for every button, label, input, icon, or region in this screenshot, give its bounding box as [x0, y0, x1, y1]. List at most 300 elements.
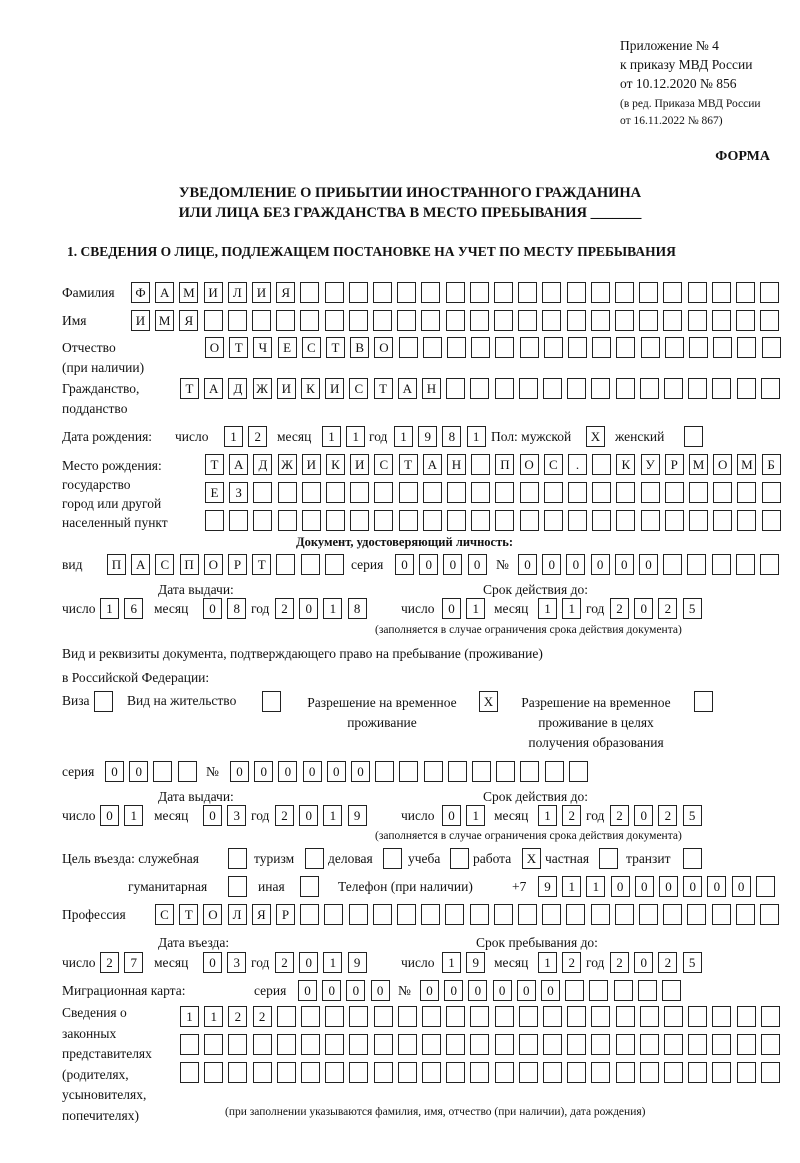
birthplace-field-2[interactable] — [205, 482, 781, 504]
char-cell[interactable] — [616, 1034, 635, 1055]
char-cell[interactable]: 0 — [371, 980, 390, 1001]
char-cell[interactable] — [568, 482, 587, 503]
char-cell[interactable]: 0 — [683, 876, 702, 897]
char-cell[interactable]: 0 — [278, 761, 297, 782]
char-cell[interactable] — [565, 980, 584, 1001]
char-cell[interactable] — [689, 510, 708, 531]
char-cell[interactable] — [277, 1062, 296, 1083]
char-cell[interactable] — [349, 1062, 368, 1083]
char-cell[interactable] — [760, 310, 779, 331]
profession-field[interactable] — [155, 904, 779, 926]
char-cell[interactable]: 9 — [538, 876, 557, 897]
surname-field[interactable] — [131, 282, 779, 304]
char-cell[interactable] — [495, 1062, 514, 1083]
char-cell[interactable] — [446, 1006, 465, 1027]
char-cell[interactable] — [253, 1062, 272, 1083]
char-cell[interactable]: 0 — [732, 876, 751, 897]
char-cell[interactable]: 0 — [395, 554, 414, 575]
char-cell[interactable]: С — [155, 904, 174, 925]
char-cell[interactable]: 9 — [418, 426, 437, 447]
char-cell[interactable] — [592, 510, 611, 531]
char-cell[interactable] — [496, 761, 515, 782]
char-cell[interactable] — [568, 337, 587, 358]
char-cell[interactable] — [544, 510, 563, 531]
purpose-work-checkbox[interactable]: X — [522, 848, 541, 869]
char-cell[interactable] — [663, 310, 682, 331]
char-cell[interactable] — [375, 761, 394, 782]
char-cell[interactable] — [688, 1062, 707, 1083]
sex-male-checkbox[interactable]: X — [586, 426, 605, 447]
char-cell[interactable] — [399, 337, 418, 358]
patronymic-field[interactable] — [205, 337, 781, 359]
char-cell[interactable] — [640, 1034, 659, 1055]
char-cell[interactable] — [520, 337, 539, 358]
char-cell[interactable]: И — [252, 282, 271, 303]
char-cell[interactable]: 1 — [562, 598, 581, 619]
stay-month-field[interactable] — [538, 952, 581, 974]
name-field[interactable] — [131, 310, 779, 332]
purpose-transit-checkbox[interactable] — [683, 848, 702, 869]
char-cell[interactable] — [374, 1006, 393, 1027]
char-cell[interactable] — [688, 282, 707, 303]
char-cell[interactable] — [567, 1062, 586, 1083]
char-cell[interactable] — [253, 482, 272, 503]
char-cell[interactable] — [325, 1034, 344, 1055]
char-cell[interactable] — [204, 310, 223, 331]
char-cell[interactable]: А — [155, 282, 174, 303]
char-cell[interactable]: Ж — [253, 378, 272, 399]
char-cell[interactable] — [494, 310, 513, 331]
char-cell[interactable] — [495, 1034, 514, 1055]
char-cell[interactable]: 0 — [254, 761, 273, 782]
char-cell[interactable] — [204, 1034, 223, 1055]
char-cell[interactable]: 2 — [248, 426, 267, 447]
char-cell[interactable]: И — [277, 378, 296, 399]
char-cell[interactable]: 0 — [419, 554, 438, 575]
char-cell[interactable]: 0 — [541, 980, 560, 1001]
char-cell[interactable] — [736, 310, 755, 331]
id-valid-year-field[interactable] — [610, 598, 702, 620]
char-cell[interactable] — [688, 378, 707, 399]
char-cell[interactable]: 1 — [466, 598, 485, 619]
id-kind-field[interactable] — [107, 554, 344, 576]
char-cell[interactable]: Я — [276, 282, 295, 303]
purpose-private-checkbox[interactable] — [599, 848, 618, 869]
char-cell[interactable] — [397, 904, 416, 925]
char-cell[interactable] — [543, 378, 562, 399]
char-cell[interactable] — [399, 482, 418, 503]
representatives-field-3[interactable] — [180, 1062, 780, 1084]
char-cell[interactable] — [544, 337, 563, 358]
char-cell[interactable]: 0 — [327, 761, 346, 782]
char-cell[interactable] — [639, 282, 658, 303]
char-cell[interactable]: М — [737, 454, 756, 475]
char-cell[interactable] — [447, 337, 466, 358]
char-cell[interactable] — [591, 378, 610, 399]
char-cell[interactable] — [446, 1062, 465, 1083]
char-cell[interactable] — [665, 482, 684, 503]
char-cell[interactable]: Р — [665, 454, 684, 475]
char-cell[interactable]: 0 — [299, 598, 318, 619]
char-cell[interactable]: Р — [228, 554, 247, 575]
char-cell[interactable]: 0 — [299, 952, 318, 973]
purpose-humanitarian-checkbox[interactable] — [228, 876, 247, 897]
char-cell[interactable]: 2 — [562, 952, 581, 973]
char-cell[interactable]: С — [349, 378, 368, 399]
char-cell[interactable] — [713, 482, 732, 503]
char-cell[interactable] — [470, 378, 489, 399]
char-cell[interactable]: 3 — [227, 952, 246, 973]
char-cell[interactable]: П — [180, 554, 199, 575]
char-cell[interactable] — [471, 510, 490, 531]
sex-female-checkbox[interactable] — [684, 426, 703, 447]
char-cell[interactable] — [520, 510, 539, 531]
char-cell[interactable] — [543, 1006, 562, 1027]
birthplace-field-1[interactable] — [205, 454, 781, 476]
char-cell[interactable] — [276, 310, 295, 331]
char-cell[interactable] — [326, 510, 345, 531]
char-cell[interactable] — [665, 337, 684, 358]
char-cell[interactable]: 0 — [230, 761, 249, 782]
char-cell[interactable]: 2 — [658, 598, 677, 619]
char-cell[interactable] — [567, 378, 586, 399]
char-cell[interactable]: 1 — [538, 598, 557, 619]
char-cell[interactable]: 0 — [493, 980, 512, 1001]
char-cell[interactable] — [761, 1062, 780, 1083]
char-cell[interactable] — [398, 1034, 417, 1055]
char-cell[interactable] — [349, 1006, 368, 1027]
char-cell[interactable] — [616, 1006, 635, 1027]
char-cell[interactable]: 0 — [105, 761, 124, 782]
id-issue-month-field[interactable] — [203, 598, 246, 620]
char-cell[interactable] — [664, 1062, 683, 1083]
char-cell[interactable]: 1 — [394, 426, 413, 447]
char-cell[interactable] — [470, 1062, 489, 1083]
char-cell[interactable] — [567, 310, 586, 331]
char-cell[interactable] — [761, 378, 780, 399]
char-cell[interactable] — [399, 761, 418, 782]
char-cell[interactable]: 2 — [275, 952, 294, 973]
char-cell[interactable] — [470, 904, 489, 925]
char-cell[interactable]: 2 — [610, 805, 629, 826]
char-cell[interactable] — [278, 510, 297, 531]
char-cell[interactable]: 0 — [566, 554, 585, 575]
right-valid-year-field[interactable] — [610, 805, 702, 827]
char-cell[interactable]: 1 — [538, 952, 557, 973]
char-cell[interactable] — [641, 337, 660, 358]
char-cell[interactable] — [591, 1062, 610, 1083]
char-cell[interactable] — [569, 761, 588, 782]
char-cell[interactable]: 1 — [180, 1006, 199, 1027]
char-cell[interactable] — [762, 482, 781, 503]
char-cell[interactable]: 0 — [444, 980, 463, 1001]
char-cell[interactable] — [495, 378, 514, 399]
char-cell[interactable]: Д — [253, 454, 272, 475]
char-cell[interactable] — [737, 1034, 756, 1055]
char-cell[interactable] — [542, 310, 561, 331]
char-cell[interactable] — [688, 1034, 707, 1055]
char-cell[interactable] — [325, 1062, 344, 1083]
char-cell[interactable]: 1 — [323, 805, 342, 826]
char-cell[interactable]: 0 — [634, 598, 653, 619]
char-cell[interactable]: 1 — [323, 598, 342, 619]
char-cell[interactable] — [761, 1034, 780, 1055]
char-cell[interactable]: 0 — [420, 980, 439, 1001]
char-cell[interactable] — [589, 980, 608, 1001]
char-cell[interactable] — [616, 510, 635, 531]
char-cell[interactable] — [712, 904, 731, 925]
char-cell[interactable] — [471, 454, 490, 475]
char-cell[interactable] — [470, 1034, 489, 1055]
char-cell[interactable] — [664, 1006, 683, 1027]
char-cell[interactable] — [663, 904, 682, 925]
char-cell[interactable] — [519, 1006, 538, 1027]
char-cell[interactable]: 5 — [683, 805, 702, 826]
char-cell[interactable] — [736, 554, 755, 575]
char-cell[interactable]: С — [302, 337, 321, 358]
char-cell[interactable]: 1 — [100, 598, 119, 619]
char-cell[interactable] — [518, 282, 537, 303]
char-cell[interactable] — [663, 554, 682, 575]
char-cell[interactable] — [325, 1006, 344, 1027]
purpose-service-checkbox[interactable] — [228, 848, 247, 869]
char-cell[interactable]: 0 — [299, 805, 318, 826]
char-cell[interactable]: Ч — [253, 337, 272, 358]
char-cell[interactable]: 6 — [124, 598, 143, 619]
char-cell[interactable]: Т — [326, 337, 345, 358]
char-cell[interactable] — [494, 904, 513, 925]
char-cell[interactable] — [253, 1034, 272, 1055]
char-cell[interactable]: 9 — [466, 952, 485, 973]
char-cell[interactable]: 1 — [467, 426, 486, 447]
migration-series-field[interactable] — [298, 980, 390, 1002]
char-cell[interactable]: 0 — [611, 876, 630, 897]
char-cell[interactable] — [325, 282, 344, 303]
char-cell[interactable] — [592, 337, 611, 358]
char-cell[interactable] — [350, 510, 369, 531]
char-cell[interactable]: 1 — [586, 876, 605, 897]
char-cell[interactable] — [204, 1062, 223, 1083]
char-cell[interactable]: 1 — [124, 805, 143, 826]
char-cell[interactable]: 0 — [203, 805, 222, 826]
char-cell[interactable] — [542, 904, 561, 925]
char-cell[interactable]: 2 — [610, 598, 629, 619]
birth-year-field[interactable] — [394, 426, 486, 448]
char-cell[interactable]: 0 — [615, 554, 634, 575]
char-cell[interactable]: 3 — [227, 805, 246, 826]
char-cell[interactable]: И — [302, 454, 321, 475]
char-cell[interactable] — [663, 282, 682, 303]
char-cell[interactable] — [446, 378, 465, 399]
char-cell[interactable]: 2 — [100, 952, 119, 973]
char-cell[interactable] — [639, 904, 658, 925]
char-cell[interactable]: Я — [252, 904, 271, 925]
char-cell[interactable] — [616, 1062, 635, 1083]
char-cell[interactable]: Т — [229, 337, 248, 358]
char-cell[interactable] — [664, 1034, 683, 1055]
char-cell[interactable] — [737, 1006, 756, 1027]
char-cell[interactable] — [373, 310, 392, 331]
char-cell[interactable]: 2 — [228, 1006, 247, 1027]
char-cell[interactable]: И — [350, 454, 369, 475]
char-cell[interactable]: 0 — [298, 980, 317, 1001]
id-valid-day-field[interactable] — [442, 598, 485, 620]
residence-checkbox[interactable] — [262, 691, 281, 712]
purpose-study-checkbox[interactable] — [450, 848, 469, 869]
right-doc-number-field[interactable] — [230, 761, 588, 783]
visa-checkbox[interactable] — [94, 691, 113, 712]
char-cell[interactable]: К — [301, 378, 320, 399]
char-cell[interactable]: 0 — [634, 952, 653, 973]
char-cell[interactable] — [180, 1034, 199, 1055]
char-cell[interactable]: Н — [447, 454, 466, 475]
char-cell[interactable] — [422, 1062, 441, 1083]
char-cell[interactable]: О — [520, 454, 539, 475]
char-cell[interactable] — [277, 1006, 296, 1027]
char-cell[interactable]: 0 — [303, 761, 322, 782]
char-cell[interactable] — [205, 510, 224, 531]
char-cell[interactable] — [470, 310, 489, 331]
char-cell[interactable] — [591, 904, 610, 925]
char-cell[interactable]: 0 — [639, 554, 658, 575]
char-cell[interactable]: К — [326, 454, 345, 475]
char-cell[interactable]: Д — [228, 378, 247, 399]
char-cell[interactable] — [252, 310, 271, 331]
migration-number-field[interactable] — [420, 980, 681, 1002]
char-cell[interactable]: А — [423, 454, 442, 475]
char-cell[interactable]: О — [205, 337, 224, 358]
char-cell[interactable]: 2 — [658, 805, 677, 826]
char-cell[interactable] — [662, 980, 681, 1001]
char-cell[interactable]: 0 — [659, 876, 678, 897]
char-cell[interactable] — [398, 1006, 417, 1027]
char-cell[interactable] — [397, 282, 416, 303]
char-cell[interactable]: В — [350, 337, 369, 358]
char-cell[interactable] — [591, 282, 610, 303]
char-cell[interactable] — [422, 1034, 441, 1055]
purpose-business-checkbox[interactable] — [383, 848, 402, 869]
char-cell[interactable]: 1 — [346, 426, 365, 447]
char-cell[interactable] — [760, 282, 779, 303]
char-cell[interactable] — [760, 904, 779, 925]
char-cell[interactable] — [713, 510, 732, 531]
char-cell[interactable]: 1 — [562, 876, 581, 897]
char-cell[interactable] — [349, 310, 368, 331]
char-cell[interactable]: 0 — [635, 876, 654, 897]
char-cell[interactable] — [373, 904, 392, 925]
char-cell[interactable] — [397, 310, 416, 331]
char-cell[interactable] — [638, 980, 657, 1001]
char-cell[interactable] — [566, 904, 585, 925]
char-cell[interactable] — [664, 378, 683, 399]
char-cell[interactable]: Б — [762, 454, 781, 475]
char-cell[interactable] — [687, 554, 706, 575]
char-cell[interactable] — [178, 761, 197, 782]
char-cell[interactable] — [545, 761, 564, 782]
phone-field[interactable] — [538, 876, 775, 898]
representatives-field-1[interactable] — [180, 1006, 780, 1028]
char-cell[interactable]: 1 — [442, 952, 461, 973]
char-cell[interactable]: Е — [205, 482, 224, 503]
char-cell[interactable] — [762, 510, 781, 531]
char-cell[interactable]: 0 — [203, 598, 222, 619]
char-cell[interactable]: 9 — [348, 952, 367, 973]
char-cell[interactable] — [641, 510, 660, 531]
char-cell[interactable] — [712, 1062, 731, 1083]
birth-month-field[interactable] — [322, 426, 365, 448]
char-cell[interactable] — [567, 282, 586, 303]
char-cell[interactable]: 0 — [443, 554, 462, 575]
entry-year-field[interactable] — [275, 952, 367, 974]
char-cell[interactable] — [300, 282, 319, 303]
char-cell[interactable]: 0 — [442, 805, 461, 826]
char-cell[interactable]: 2 — [562, 805, 581, 826]
char-cell[interactable] — [495, 1006, 514, 1027]
entry-month-field[interactable] — [203, 952, 246, 974]
char-cell[interactable]: 1 — [323, 952, 342, 973]
stay-day-field[interactable] — [442, 952, 485, 974]
char-cell[interactable] — [737, 510, 756, 531]
entry-day-field[interactable] — [100, 952, 143, 974]
char-cell[interactable] — [374, 1034, 393, 1055]
char-cell[interactable]: М — [689, 454, 708, 475]
char-cell[interactable] — [423, 337, 442, 358]
char-cell[interactable]: П — [107, 554, 126, 575]
char-cell[interactable] — [228, 1062, 247, 1083]
char-cell[interactable]: А — [398, 378, 417, 399]
char-cell[interactable] — [518, 904, 537, 925]
purpose-tourism-checkbox[interactable] — [305, 848, 324, 869]
char-cell[interactable]: 0 — [129, 761, 148, 782]
char-cell[interactable] — [471, 337, 490, 358]
char-cell[interactable] — [446, 310, 465, 331]
char-cell[interactable] — [640, 1062, 659, 1083]
char-cell[interactable] — [301, 1006, 320, 1027]
char-cell[interactable]: Е — [278, 337, 297, 358]
char-cell[interactable]: П — [495, 454, 514, 475]
id-valid-month-field[interactable] — [538, 598, 581, 620]
char-cell[interactable] — [712, 282, 731, 303]
char-cell[interactable] — [520, 761, 539, 782]
char-cell[interactable]: 2 — [658, 952, 677, 973]
right-doc-series-field[interactable] — [105, 761, 197, 783]
char-cell[interactable]: 1 — [322, 426, 341, 447]
char-cell[interactable] — [301, 1062, 320, 1083]
char-cell[interactable] — [421, 904, 440, 925]
char-cell[interactable] — [592, 454, 611, 475]
char-cell[interactable] — [302, 510, 321, 531]
right-issue-month-field[interactable] — [203, 805, 246, 827]
char-cell[interactable] — [446, 282, 465, 303]
char-cell[interactable] — [470, 282, 489, 303]
stay-year-field[interactable] — [610, 952, 702, 974]
char-cell[interactable] — [688, 1006, 707, 1027]
char-cell[interactable] — [446, 1034, 465, 1055]
char-cell[interactable] — [689, 482, 708, 503]
char-cell[interactable]: Т — [399, 454, 418, 475]
char-cell[interactable]: А — [131, 554, 150, 575]
char-cell[interactable] — [422, 1006, 441, 1027]
char-cell[interactable] — [640, 1006, 659, 1027]
char-cell[interactable] — [712, 1006, 731, 1027]
char-cell[interactable] — [518, 310, 537, 331]
char-cell[interactable]: 2 — [253, 1006, 272, 1027]
char-cell[interactable] — [640, 378, 659, 399]
char-cell[interactable]: Т — [205, 454, 224, 475]
char-cell[interactable]: 1 — [538, 805, 557, 826]
birth-day-field[interactable] — [224, 426, 267, 448]
char-cell[interactable]: Я — [179, 310, 198, 331]
